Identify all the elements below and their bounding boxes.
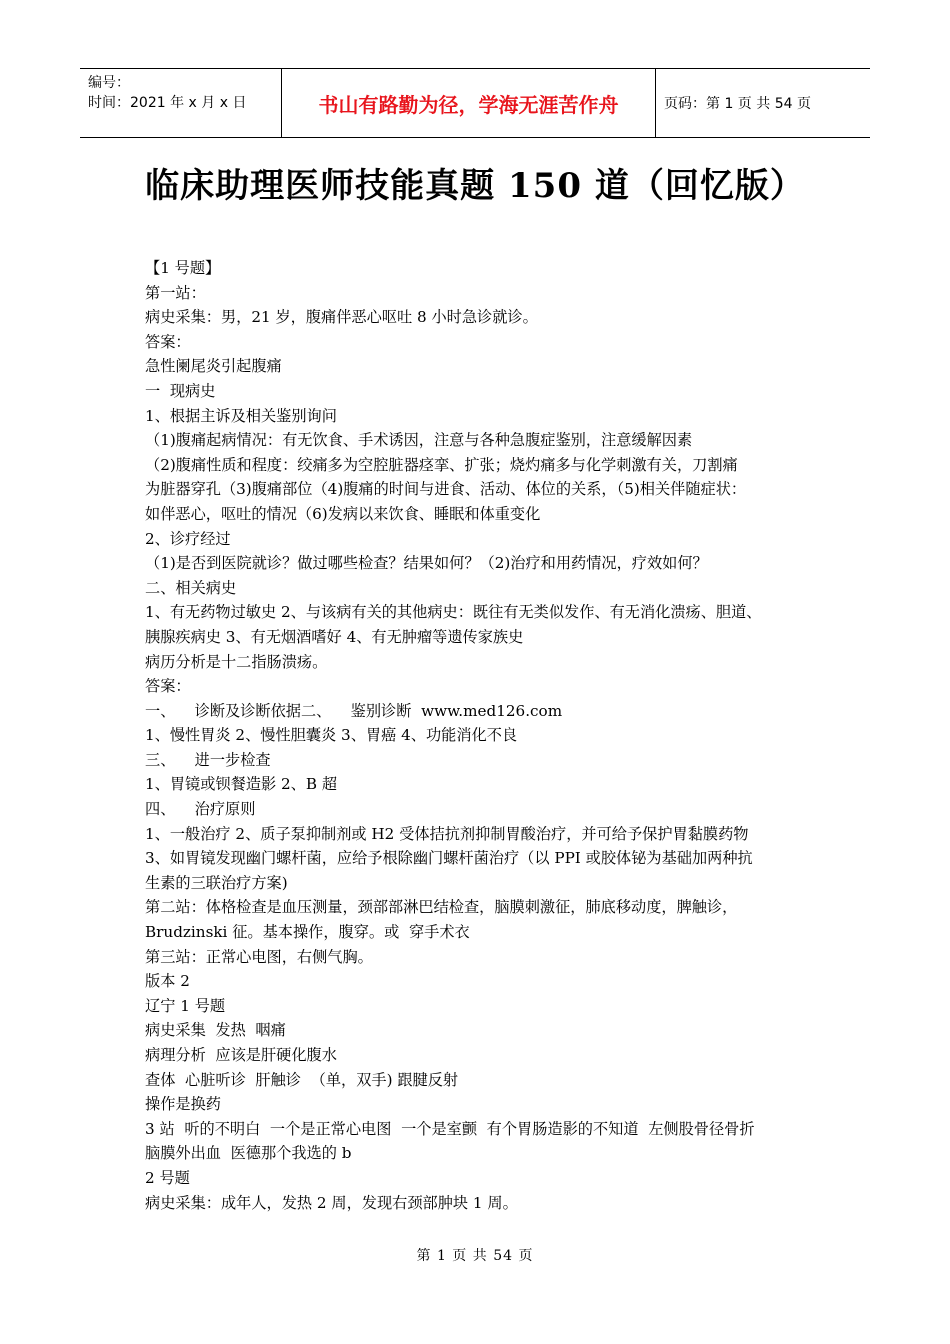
body-line: 1、有无药物过敏史 2、与该病有关的其他病史：既往有无类似发作、有无消化溃疡、胆道、 — [145, 603, 762, 622]
body-line: （1)是否到医院就诊？做过哪些检查？结果如何？（2)治疗和用药情况，疗效如何？ — [145, 554, 708, 573]
header-table — [80, 68, 870, 138]
body-line: 第三站：正常心电图，右侧气胸。 — [145, 947, 373, 966]
body-line: 二、相关病史 — [145, 578, 237, 597]
body-line: 操作是换药 — [145, 1095, 221, 1114]
body-line: 三、 进一步检查 — [145, 750, 271, 769]
body-line: 脑膜外出血 医德那个我选的 b — [145, 1144, 352, 1163]
header-motto: 书山有路勤为径，学海无涯苦作舟 — [281, 69, 656, 137]
body-line: 病历分析是十二指肠溃疡。 — [145, 652, 328, 671]
body-line: 3、如胃镜发现幽门螺杆菌，应给予根除幽门螺杆菌治疗（以 PPI 或胶体铋为基础加两种抗 — [145, 849, 753, 868]
header-meta — [80, 69, 281, 137]
document-title: 临床助理医师技能真题 150 道（回忆版） — [145, 166, 805, 206]
body-line: 查体 心脏听诊 肝触诊 （单，双手) 跟腱反射 — [145, 1070, 459, 1089]
body-line: 2 号题 — [145, 1168, 190, 1187]
body-line: 病史采集 发热 咽痛 — [145, 1021, 286, 1040]
body-line: Brudzinski 征。基本操作，腹穿。或 穿手术衣 — [145, 923, 470, 942]
body-line: 为脏器穿孔（3)腹痛部位（4)腹痛的时间与进食、活动、体位的关系，（5)相关伴随症状： — [145, 480, 747, 499]
body-line: 1、根据主诉及相关鉴别询问 — [145, 406, 337, 425]
body-line: 急性阑尾炎引起腹痛 — [145, 357, 282, 376]
body-line: 病理分析 应该是肝硬化腹水 — [145, 1046, 337, 1064]
body-line: 3 站 听的不明白 一个是正常心电图 一个是室颤 有个胃肠造影的不知道 左侧股骨径骨折 — [145, 1119, 755, 1138]
document-body — [145, 256, 825, 1215]
document-number-label: 编号： — [88, 75, 130, 91]
body-line: 一 现病史 — [145, 381, 216, 400]
body-line: 版本 2 — [145, 972, 190, 991]
body-line: 胰腺疾病史 3、有无烟酒嗜好 4、有无肿瘤等遗传家族史 — [145, 627, 524, 646]
body-line: 答案： — [145, 677, 191, 696]
body-line: 第二站：体格检查是血压测量，颈部部淋巴结检查，脑膜刺激征，肺底移动度，脾触诊， — [145, 898, 738, 917]
body-line: 辽宁 1 号题 — [145, 996, 226, 1015]
body-line: 病史采集：男，21 岁，腹痛伴恶心呕吐 8 小时急诊就诊。 — [145, 308, 538, 327]
header-page-info: 页码：第 1 页 共 54 页 — [664, 96, 811, 112]
body-line: 如伴恶心，呕吐的情况（6)发病以来饮食、睡眠和体重变化 — [145, 504, 541, 523]
body-line: 生素的三联治疗方案) — [145, 873, 288, 892]
body-line: 2、诊疗经过 — [145, 529, 231, 548]
body-line: 答案： — [145, 332, 191, 351]
body-line: 四、 治疗原则 — [145, 800, 256, 819]
document-time: 时间：2021 年 x 月 x 日 — [88, 95, 247, 111]
body-line: 【1 号题】 — [145, 259, 221, 277]
body-line: 病史采集：成年人，发热 2 周，发现右颈部肿块 1 周。 — [145, 1193, 518, 1212]
page-footer: 第 1 页 共 54 页 — [416, 1248, 534, 1264]
body-line: 第一站： — [145, 283, 206, 302]
body-line: 1、慢性胃炎 2、慢性胆囊炎 3、胃癌 4、功能消化不良 — [145, 726, 518, 745]
body-line: 一、 诊断及诊断依据二、 鉴别诊断 www.med126.com — [145, 701, 563, 720]
body-line: 1、胃镜或钡餐造影 2、B 超 — [145, 775, 338, 794]
body-line: （2)腹痛性质和程度：绞痛多为空腔脏器痉挛、扩张；烧灼痛多与化学刺激有关，刀割痛 — [145, 455, 738, 474]
body-line: （1)腹痛起病情况：有无饮食、手术诱因，注意与各种急腹症鉴别，注意缓解因素 — [145, 431, 693, 450]
body-line: 1、一般治疗 2、质子泵抑制剂或 H2 受体拮抗剂抑制胃酸治疗，并可给予保护胃黏膜药物 — [145, 824, 749, 843]
